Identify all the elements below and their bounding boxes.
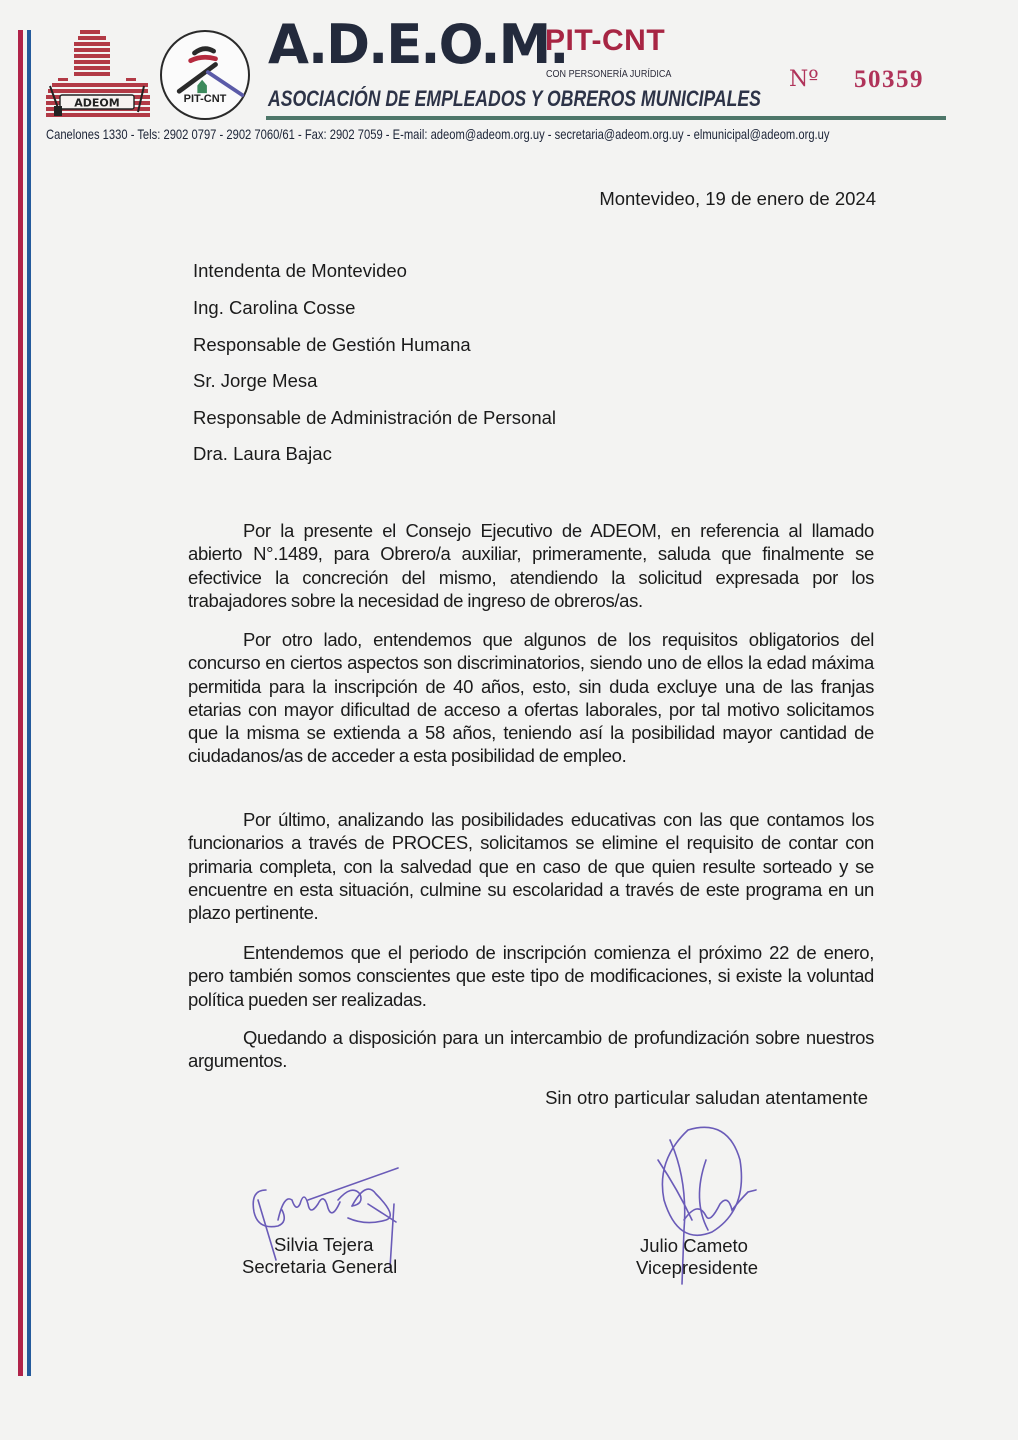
pit-cnt-emblem-icon: [162, 32, 248, 118]
addressee-line: Sr. Jorge Mesa: [193, 370, 318, 391]
adeom-building-logo: [44, 28, 152, 120]
federation-title: PIT-CNT: [545, 24, 666, 57]
pit-cnt-logo-label: PIT-CNT: [183, 93, 227, 105]
adeom-logo-badge: ADEOM: [74, 96, 120, 110]
addressee-line: Intendenta de Montevideo: [193, 260, 407, 281]
contact-info: Canelones 1330 - Tels: 2902 0797 - 2902 7060/61 - Fax: 2902 7059 - E-mail: adeom@adeom.org.uy - secretaria@adeom.org.uy - elmunicipal@adeom.org.uy: [46, 126, 830, 142]
body-paragraph: [188, 1026, 874, 1073]
document-number-label: Nº: [789, 67, 819, 92]
body-paragraph: [188, 941, 874, 1011]
signatory-title: Vicepresidente: [636, 1257, 759, 1278]
addressee-line: Responsable de Gestión Humana: [193, 334, 471, 355]
addressee-line: Ing. Carolina Cosse: [193, 297, 356, 318]
signatory-name: Silvia Tejera: [274, 1234, 374, 1255]
paragraph-text: Por otro lado, entendemos que algunos de los requisitos obligatorios del concurso en ciertos aspectos son discriminatorios, siendo uno de ellos la edad máxima permitida para la inscripción de 40 años, esto, sin duda excluye una de las franjas etarias con mayor dificultad de acceso a ofertas laborales, por tal motivo solicitamos que la misma se extienda a 58 años, teniendo así la posibilidad mayor cantidad de ciudadanos/as de acceder a esta posibilidad de empleo.: [188, 629, 874, 767]
body-paragraph: [188, 808, 874, 924]
letter-date: Montevideo, 19 de enero de 2024: [599, 188, 876, 209]
body-paragraph: [188, 519, 874, 612]
adeom-wordmark: A.D.E.O.M.: [268, 13, 568, 76]
blue-margin-stripe: [27, 30, 31, 1376]
signatory-title: Secretaria General: [242, 1256, 398, 1277]
signatory-name: Julio Cameto: [640, 1235, 748, 1256]
addressee-line: Responsable de Administración de Personal: [193, 407, 557, 428]
paragraph-text: Por último, analizando las posibilidades educativas con las que contamos los funcionarios a través de PROCES, solicitamos se elimine el requisito de contar con primaria completa, con la salvedad que en caso de que quien resulte sorteado y se encuentre en esta situación, culmine su escolaridad a través de este programa en un plazo pertinente.: [188, 809, 874, 924]
body-paragraph: [188, 628, 874, 768]
pit-cnt-logo: [160, 30, 250, 120]
header-divider: [266, 116, 946, 120]
closing-salutation: Sin otro particular saludan atentamente: [545, 1087, 868, 1108]
red-margin-stripe: [18, 30, 23, 1376]
document-number: 50359: [854, 66, 924, 93]
paragraph-text: Quedando a disposición para un intercambio de profundización sobre nuestros argumentos.: [188, 1027, 874, 1072]
organization-name: ASOCIACIÓN DE EMPLEADOS Y OBREROS MUNICIPALES: [268, 86, 761, 111]
legal-status: CON PERSONERÍA JURÍDICA: [546, 68, 672, 80]
paragraph-text: Por la presente el Consejo Ejecutivo de ADEOM, en referencia al llamado abierto N°.1489, para Obrero/a auxiliar, primeramente, saluda que finalmente se efectivice la concreción del mismo, atendiendo la solicitud expresada por los trabajadores sobre la necesidad de ingreso de obreros/as.: [188, 520, 874, 611]
addressee-line: Dra. Laura Bajac: [193, 443, 332, 464]
paragraph-text: Entendemos que el periodo de inscripción comienza el próximo 22 de enero, pero también somos conscientes que este tipo de modificaciones, si existe la voluntad política pueden ser realizadas.: [188, 942, 874, 1010]
